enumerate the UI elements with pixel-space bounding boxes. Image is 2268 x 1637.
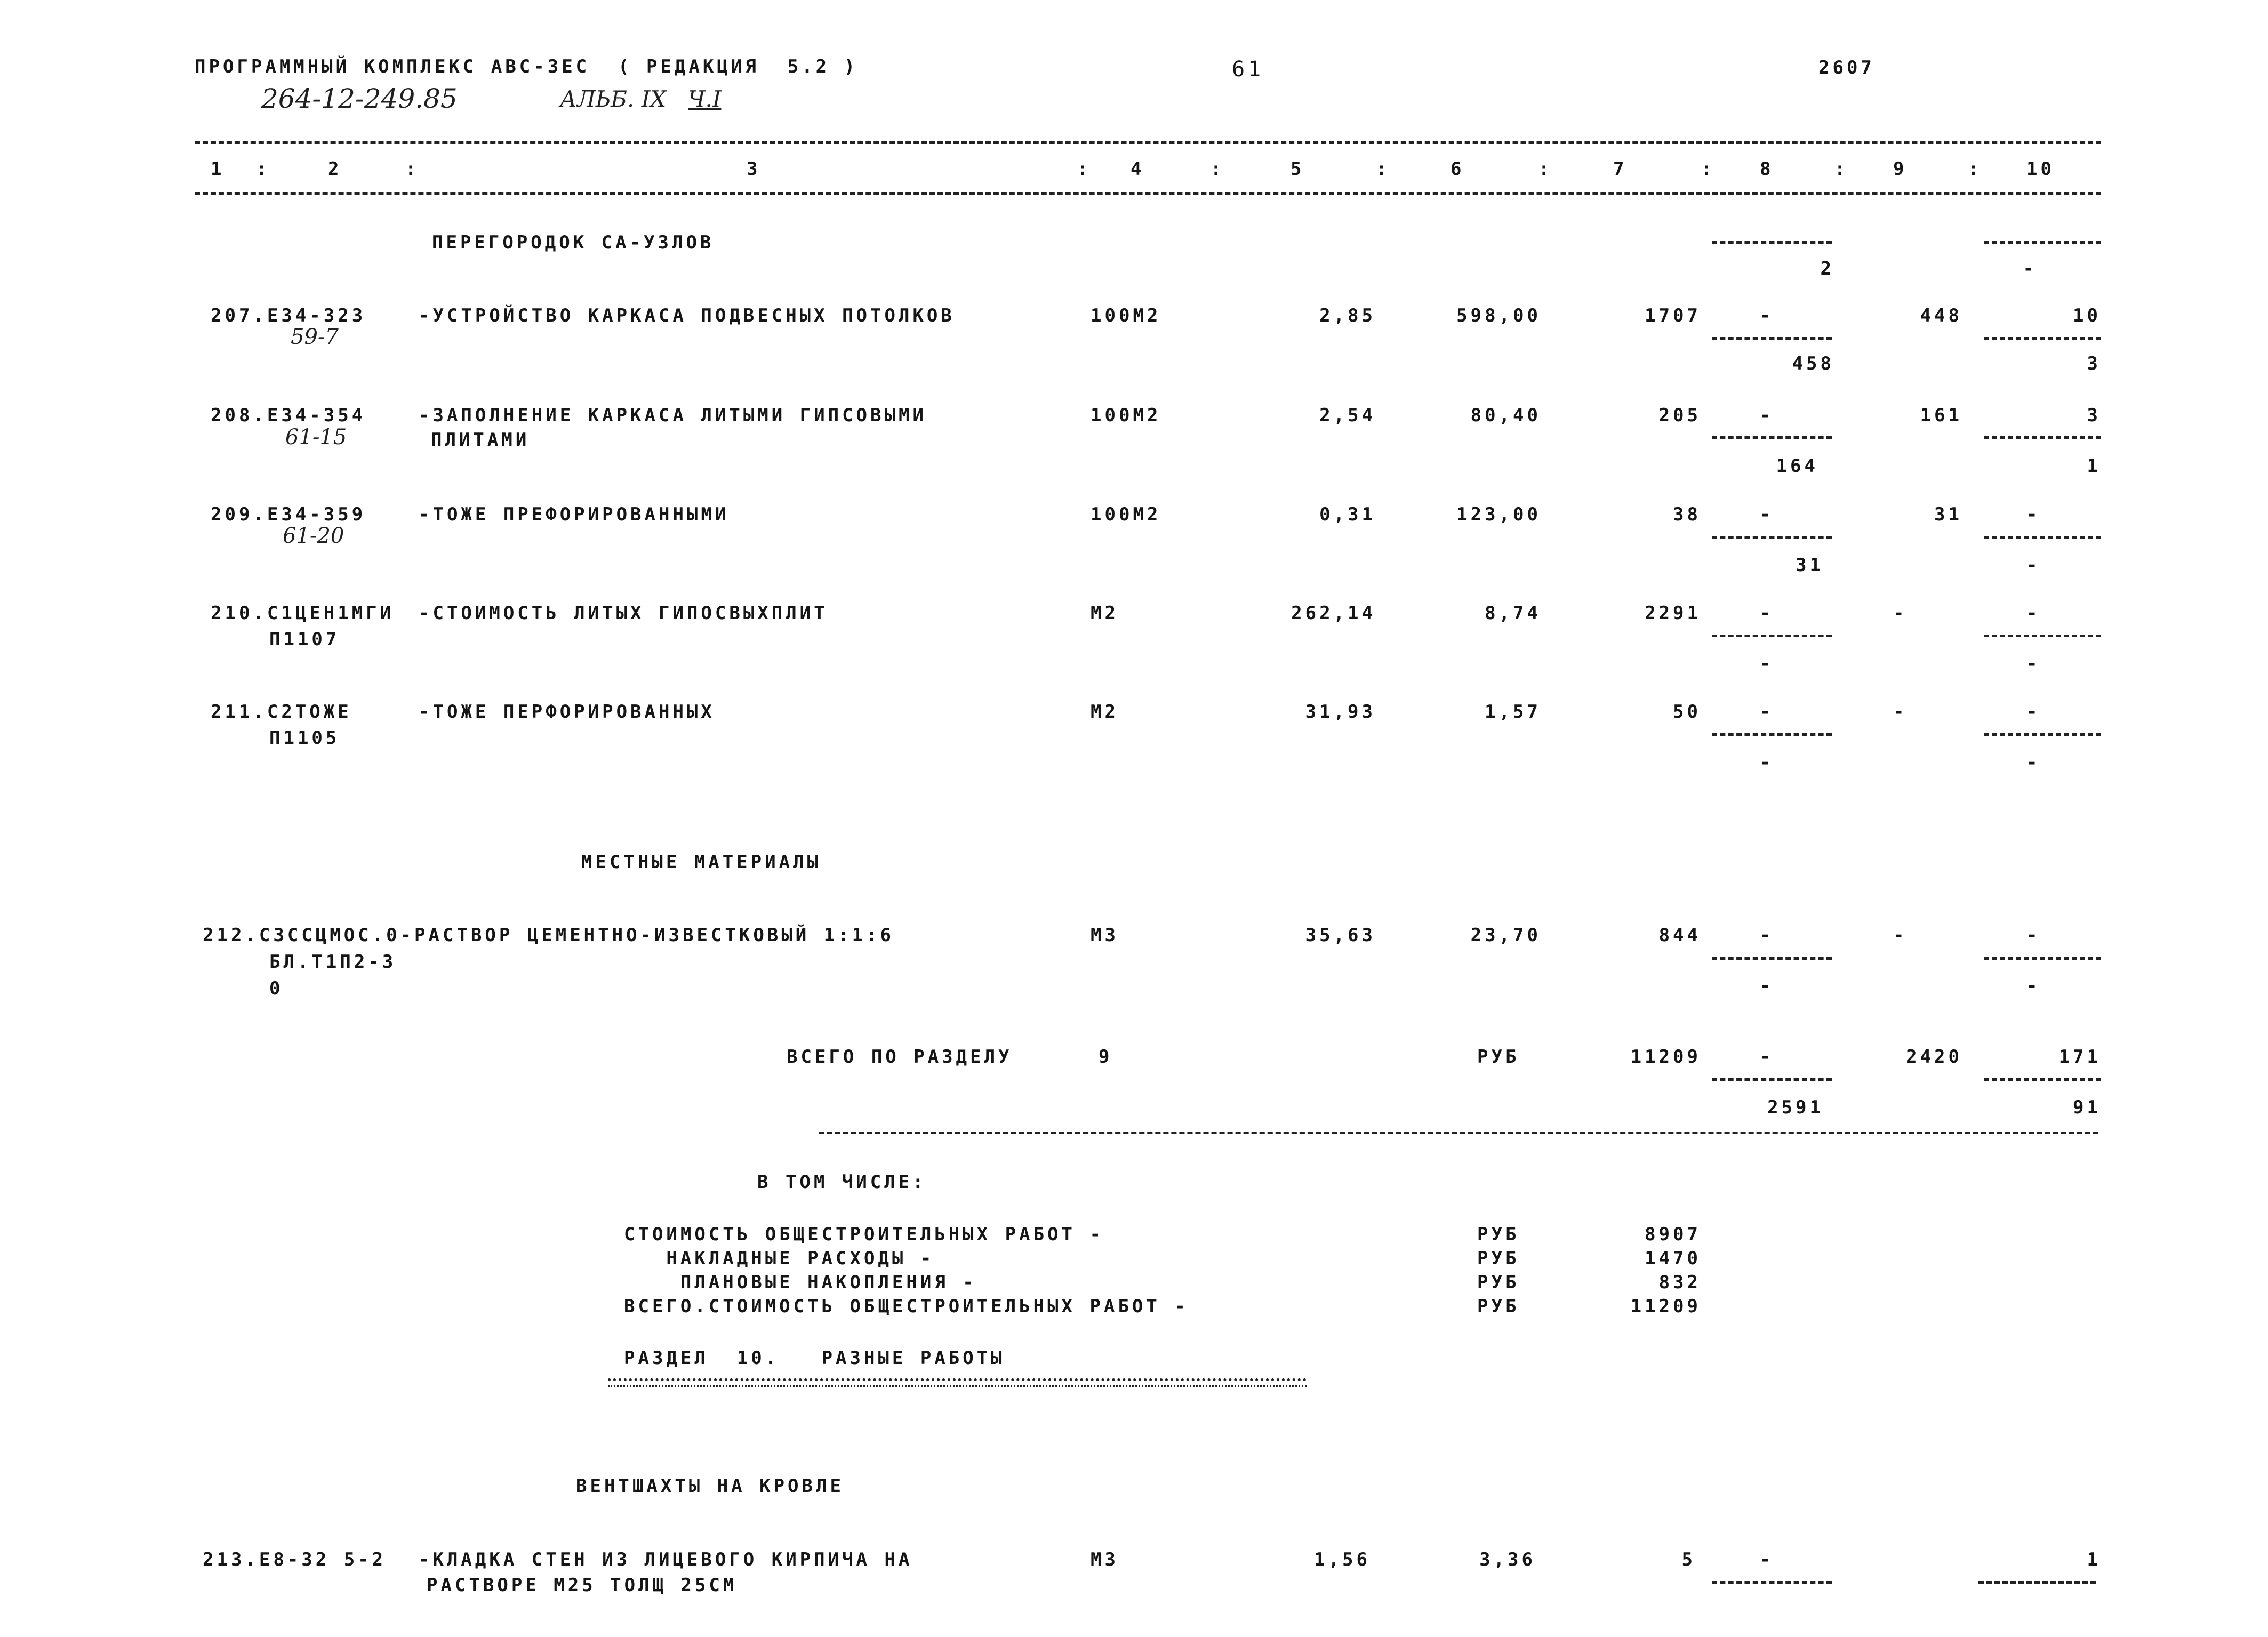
section-total-c10: 171 <box>2058 1046 2101 1068</box>
row-qty: 35,63 <box>1305 925 1376 946</box>
row-c8: - <box>1760 504 1774 525</box>
row-c8: - <box>1760 925 1774 946</box>
breakdown-title: В ТОМ ЧИСЛЕ: <box>757 1171 927 1193</box>
breakdown-unit: РУБ <box>1477 1224 1520 1245</box>
row-qty: 2,54 <box>1319 405 1376 426</box>
row-price: 1,57 <box>1485 701 1541 723</box>
row-code: 211.С2ТОЖЕ <box>211 701 352 723</box>
row-c10-bottom: - <box>2026 653 2041 675</box>
fraction-line <box>1984 635 2101 637</box>
section-subtitle: ПЕРЕГОРОДОК СА-УЗЛОВ <box>432 232 715 253</box>
row-c9: - <box>1893 701 1908 723</box>
row-desc-cont: ПЛИТАМИ <box>431 429 530 451</box>
row-unit: М3 <box>1091 925 1119 946</box>
row-c9: 448 <box>1920 305 1962 326</box>
program-header: ПРОГРАММНЫЙ КОМПЛЕКС АВС-ЗЕС ( РЕДАКЦИЯ 5.2 ) <box>195 56 859 77</box>
col-header: 5 <box>1291 158 1305 180</box>
col-sep: : <box>1834 158 1849 180</box>
row-c8-bottom: 164 <box>1776 455 1818 477</box>
row-unit: 100М2 <box>1091 305 1161 326</box>
row-total: 844 <box>1658 925 1701 946</box>
row-c10: - <box>2026 701 2041 723</box>
col-sep: : <box>1077 158 1092 180</box>
row-ref: П1107 <box>269 629 340 650</box>
col-header: 10 <box>2026 158 2055 180</box>
col-sep: : <box>256 158 270 180</box>
row-c8: - <box>1760 603 1774 624</box>
row-ref: 61-15 <box>285 425 347 450</box>
row-code: 207.Е34-323 <box>211 305 366 326</box>
row-c8-bottom: 31 <box>1796 555 1824 576</box>
row-c8: - <box>1760 305 1774 326</box>
section-subtitle: ВЕНТШАХТЫ НА КРОВЛЕ <box>576 1475 844 1497</box>
row-price: 3,36 <box>1479 1549 1536 1570</box>
row-ref: БЛ.Т1П2-3 <box>269 951 397 973</box>
section-total-unit: РУБ <box>1477 1046 1520 1068</box>
fraction-line <box>1712 1078 1832 1081</box>
breakdown-value: 11209 <box>1630 1296 1701 1317</box>
col-sep: : <box>1376 158 1390 180</box>
row-c10-bottom: 3 <box>2087 353 2101 374</box>
rule-section-total <box>819 1132 2098 1134</box>
col-sep: : <box>405 158 420 180</box>
carry-c10: - <box>2023 258 2037 279</box>
row-unit: 100М2 <box>1091 504 1161 525</box>
row-desc: -ТОЖЕ ПРЕФОРИРОВАННЫМИ <box>419 504 730 525</box>
row-total: 205 <box>1658 405 1701 426</box>
fraction-line <box>1984 436 2101 439</box>
breakdown-unit: РУБ <box>1477 1296 1520 1317</box>
row-c8: - <box>1760 405 1774 426</box>
row-ref: 61-20 <box>283 524 344 548</box>
breakdown-value: 8907 <box>1645 1224 1701 1245</box>
row-c10: 10 <box>2073 305 2101 326</box>
row-c8: - <box>1760 1549 1774 1570</box>
row-c8-bottom: - <box>1760 653 1774 675</box>
row-c10-bottom: - <box>2026 975 2041 997</box>
row-price: 23,70 <box>1470 925 1541 946</box>
section-title: РАЗДЕЛ 10. РАЗНЫЕ РАБОТЫ <box>624 1347 1005 1369</box>
col-sep: : <box>1538 158 1553 180</box>
fraction-line <box>1712 436 1832 439</box>
col-header: 4 <box>1131 158 1145 180</box>
handwritten-album: АЛЬБ. IX <box>560 86 667 112</box>
fraction-line <box>1712 635 1832 637</box>
row-c8-bottom: - <box>1760 752 1774 773</box>
row-price: 80,40 <box>1470 405 1541 426</box>
breakdown-label: СТОИМОСТЬ ОБЩЕСТРОИТЕЛЬНЫХ РАБОТ - <box>624 1224 1104 1245</box>
breakdown-value: 832 <box>1658 1272 1701 1293</box>
breakdown-value: 1470 <box>1645 1248 1701 1269</box>
row-desc: -УСТРОЙСТВО КАРКАСА ПОДВЕСНЫХ ПОТОЛКОВ <box>419 305 955 326</box>
fraction-line <box>1978 1581 2096 1584</box>
row-total: 2291 <box>1645 603 1701 624</box>
row-desc: -СТОИМОСТЬ ЛИТЫХ ГИПОСВЫХПЛИТ <box>419 603 828 624</box>
section-title-underline <box>608 1385 1307 1387</box>
row-code: 209.Е34-359 <box>211 504 366 525</box>
row-c8-bottom: 458 <box>1792 353 1834 374</box>
col-header: 2 <box>328 158 342 180</box>
col-header: 8 <box>1760 158 1774 180</box>
row-c9: - <box>1893 603 1908 624</box>
page-number: 61 <box>1232 57 1264 82</box>
row-qty: 1,56 <box>1314 1549 1371 1570</box>
row-qty: 262,14 <box>1291 603 1376 624</box>
row-price: 8,74 <box>1485 603 1541 624</box>
row-code: 213.Е8-32 5-2 <box>203 1549 387 1570</box>
row-ref: П1105 <box>269 727 340 749</box>
row-code-desc: 212.С3ССЦМОС.0-РАСТВОР ЦЕМЕНТНО-ИЗВЕСТКОВЫЙ 1:1:6 <box>203 925 895 946</box>
local-materials-title: МЕСТНЫЕ МАТЕРИАЛЫ <box>581 852 821 873</box>
row-c9: - <box>1893 925 1908 946</box>
row-c10: 1 <box>2087 1549 2101 1570</box>
row-price: 123,00 <box>1456 504 1541 525</box>
row-desc: -ЗАПОЛНЕНИЕ КАРКАСА ЛИТЫМИ ГИПСОВЫМИ <box>419 405 927 426</box>
col-sep: : <box>1968 158 1982 180</box>
section-title-underline <box>608 1378 1307 1381</box>
row-ref: 0 <box>269 978 284 999</box>
breakdown-unit: РУБ <box>1477 1248 1520 1269</box>
col-header: 7 <box>1613 158 1628 180</box>
fraction-line <box>1712 536 1832 539</box>
row-c9: 31 <box>1934 504 1962 525</box>
row-code: 208.Е34-354 <box>211 405 366 426</box>
row-qty: 0,31 <box>1319 504 1376 525</box>
fraction-line <box>1984 1078 2101 1081</box>
col-header: 1 <box>211 158 225 180</box>
row-desc-cont: РАСТВОРЕ М25 ТОЛЩ 25СМ <box>427 1575 738 1596</box>
section-total-value: 11209 <box>1630 1046 1701 1068</box>
sheet-number: 2607 <box>1818 57 1875 78</box>
handwritten-project-number: 264-12-249.85 <box>261 83 458 114</box>
row-c9: 161 <box>1920 405 1962 426</box>
fraction-line <box>1712 337 1832 340</box>
row-price: 598,00 <box>1456 305 1541 326</box>
row-desc: -ТОЖЕ ПЕРФОРИРОВАННЫХ <box>419 701 715 723</box>
fraction-line <box>1984 536 2101 539</box>
fraction-line <box>1984 733 2101 736</box>
row-c10: 3 <box>2087 405 2101 426</box>
row-total: 5 <box>1681 1549 1696 1570</box>
fraction-line <box>1712 957 1832 960</box>
row-c10-bottom: 1 <box>2087 455 2101 477</box>
row-total: 50 <box>1673 701 1701 723</box>
breakdown-label: ВСЕГО.СТОИМОСТЬ ОБЩЕСТРОИТЕЛЬНЫХ РАБОТ - <box>624 1296 1189 1317</box>
rule-top <box>195 141 2101 144</box>
breakdown-label: НАКЛАДНЫЕ РАСХОДЫ - <box>624 1248 935 1269</box>
row-c10: - <box>2026 504 2041 525</box>
row-c10: - <box>2026 603 2041 624</box>
row-unit: 100М2 <box>1091 405 1161 426</box>
row-c8-bottom: - <box>1760 975 1774 997</box>
col-header: 6 <box>1450 158 1465 180</box>
fraction-line <box>1984 241 2101 244</box>
row-ref: 59-7 <box>291 325 339 349</box>
col-sep: : <box>1211 158 1225 180</box>
fraction-line <box>1984 957 2101 960</box>
handwritten-part: Ч.I <box>688 86 722 112</box>
fraction-line <box>1712 1581 1832 1584</box>
row-total: 38 <box>1673 504 1701 525</box>
row-qty: 31,93 <box>1305 701 1376 723</box>
carry-c8: 2 <box>1820 258 1834 279</box>
breakdown-unit: РУБ <box>1477 1272 1520 1293</box>
section-total-c8-bottom: 2591 <box>1767 1097 1824 1118</box>
row-unit: М2 <box>1091 701 1119 723</box>
row-unit: М3 <box>1091 1549 1119 1570</box>
col-header: 9 <box>1893 158 1908 180</box>
row-qty: 2,85 <box>1319 305 1376 326</box>
section-total-c9: 2420 <box>1906 1046 1962 1068</box>
section-number: 9 <box>1099 1046 1113 1068</box>
rule-header-bottom <box>195 192 2101 195</box>
row-total: 1707 <box>1645 305 1701 326</box>
row-code: 210.С1ЦЕН1МГИ <box>211 603 395 624</box>
row-c10-bottom: - <box>2026 752 2041 773</box>
fraction-line <box>1712 733 1832 736</box>
section-total-c8: - <box>1760 1046 1774 1068</box>
row-c10-bottom: - <box>2026 555 2041 576</box>
row-desc: -КЛАДКА СТЕН ИЗ ЛИЦЕВОГО КИРПИЧА НА <box>419 1549 913 1570</box>
breakdown-label: ПЛАНОВЫЕ НАКОПЛЕНИЯ - <box>624 1272 977 1293</box>
row-c10: - <box>2026 925 2041 946</box>
col-header: 3 <box>747 158 761 180</box>
row-c8: - <box>1760 701 1774 723</box>
section-total-label: ВСЕГО ПО РАЗДЕЛУ <box>787 1046 1013 1068</box>
row-unit: М2 <box>1091 603 1119 624</box>
section-total-c10-bottom: 91 <box>2073 1097 2101 1118</box>
fraction-line <box>1984 337 2101 340</box>
col-sep: : <box>1701 158 1716 180</box>
fraction-line <box>1712 241 1832 244</box>
